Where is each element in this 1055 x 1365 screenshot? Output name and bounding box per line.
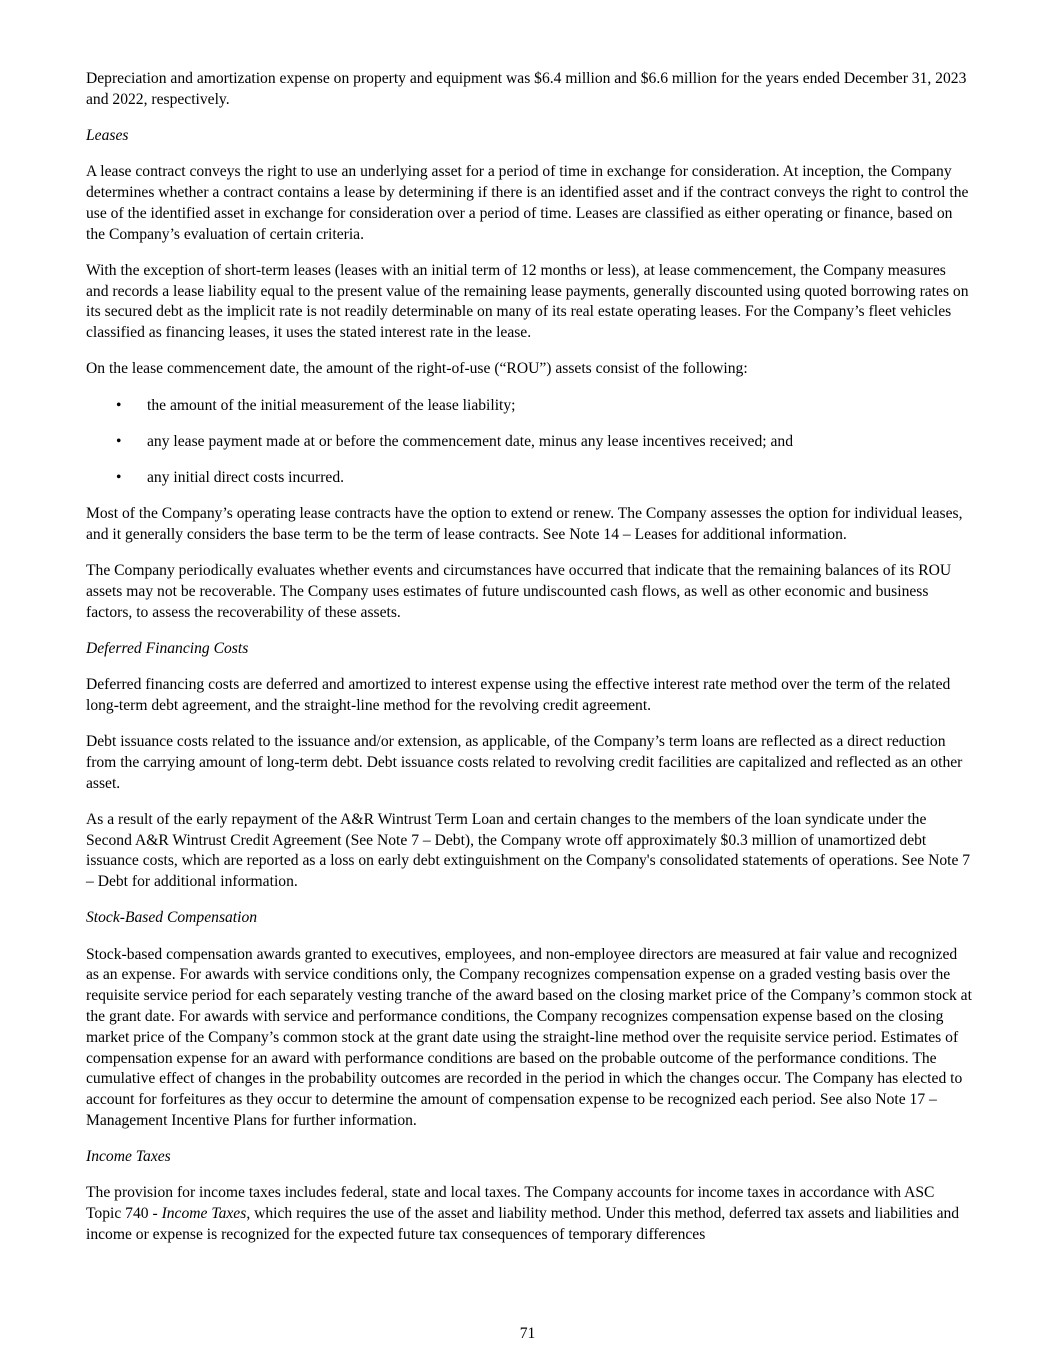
bullet-icon: •: [116, 396, 122, 414]
leases-paragraph-5: The Company periodically evaluates whether events and circumstances have occurred that indicate that the remaining balances of its ROU assets may not be recoverable. The Company uses estimates of future undiscounted cash flows, as well as other economic and business factors, to assess the recoverability of these assets.: [86, 562, 952, 621]
rou-assets-list: [86, 396, 972, 489]
income-taxes-text-part-1: The provision for income taxes includes federal, state and local taxes. The Company accounts for income taxes in accordance with ASC Topic 740 -: [86, 1184, 935, 1223]
stock-based-compensation-paragraph: Stock-based compensation awards granted to executives, employees, and non-employee directors are measured at fair value and recognized as an expense. For awards with service conditions only, the Company recognizes compensation expense on a graded vesting basis over the requisite service period for each separately vesting tranche of the award based on the closing market price of the Company’s common stock at the grant date. For awards with service and performance conditions, the Company recognizes compensation expense based on the closing market price of the Company’s common stock at the grant date using the straight-line method over the requisite service period. Estimates of compensation expense for an award with performance conditions are based on the probable outcome of the performance conditions. The cumulative effect of changes in the probability outcomes are recorded in the period in which the changes occur. The Company has elected to account for forfeitures as they occur to determine the amount of compensation expense to be recognized each period. See also Note 17 – Management Incentive Plans for further information.: [86, 945, 972, 1129]
list-item-text: any lease payment made at or before the commencement date, minus any lease incentives received; and: [147, 432, 793, 450]
list-item: [86, 432, 972, 453]
bullet-icon: •: [116, 468, 122, 486]
leases-heading: Leases: [86, 126, 129, 144]
deferred-financing-paragraph-2: Debt issuance costs related to the issuance and/or extension, as applicable, of the Company’s term loans are reflected as a direct reduction from the carrying amount of long-term debt. Debt issuance costs related to revolving credit facilities are capitalized and reflected as an other asset.: [86, 733, 963, 792]
leases-paragraph-3: On the lease commencement date, the amount of the right-of-use (“ROU”) assets consist of the following:: [86, 360, 748, 378]
deferred-financing-paragraph-1: Deferred financing costs are deferred and amortized to interest expense using the effective interest rate method over the term of the related long-term debt agreement, and the straight-line method for the revolving credit agreement.: [86, 676, 951, 714]
deferred-financing-costs-heading: Deferred Financing Costs: [86, 639, 249, 657]
list-item: [86, 396, 972, 417]
income-taxes-paragraph: [86, 1183, 972, 1245]
depreciation-paragraph: Depreciation and amortization expense on property and equipment was $6.4 million and $6.6 million for the years ended December 31, 2023 and 2022, respectively.: [86, 70, 967, 108]
document-page: [86, 69, 972, 1261]
bullet-icon: •: [116, 432, 122, 450]
list-item-text: the amount of the initial measurement of the lease liability;: [147, 396, 516, 414]
leases-paragraph-4: Most of the Company’s operating lease contracts have the option to extend or renew. The Company assesses the option for individual leases, and it generally considers the base term to be the term of lease contracts. See Note 14 – Leases for additional information.: [86, 505, 963, 543]
list-item-text: any initial direct costs incurred.: [147, 468, 345, 486]
stock-based-compensation-heading: Stock-Based Compensation: [86, 909, 258, 927]
page-number: 71: [519, 1325, 536, 1342]
leases-paragraph-2: With the exception of short-term leases (leases with an initial term of 12 months or less), at lease commencement, the Company measures and records a lease liability equal to the present value of the remaining lease payments, generally discounted using quoted borrowing rates on its secured debt as the implicit rate is not readily determinable on many of its real estate operating leases. For the Company’s fleet vehicles classified as financing leases, it uses the stated interest rate in the lease.: [86, 261, 969, 342]
income-taxes-topic-title: Income Taxes: [161, 1205, 247, 1223]
income-taxes-heading: Income Taxes: [86, 1148, 171, 1166]
list-item: [86, 468, 972, 489]
income-taxes-text-part-2: , which requires the use of the asset and liability method. Under this method, deferred tax assets and liabilities and income or expense is recognized for the expected future tax consequences of temporary differences: [86, 1205, 960, 1243]
deferred-financing-paragraph-3: As a result of the early repayment of the A&R Wintrust Term Loan and certain changes to the members of the loan syndicate under the Second A&R Wintrust Credit Agreement (See Note 7 – Debt), the Company wrote off approximately $0.3 million of unamortized debt issuance costs, which are reported as a loss on early debt extinguishment on the Company's consolidated statements of operations. See Note 7 – Debt for additional information.: [86, 810, 971, 891]
leases-paragraph-1: A lease contract conveys the right to use an underlying asset for a period of time in exchange for consideration. At inception, the Company determines whether a contract contains a lease by determining if there is an identified asset and if the contract conveys the right to control the use of the identified asset in exchange for consideration over a period of time. Leases are classified as either operating or finance, based on the Company’s evaluation of certain criteria.: [86, 163, 969, 243]
